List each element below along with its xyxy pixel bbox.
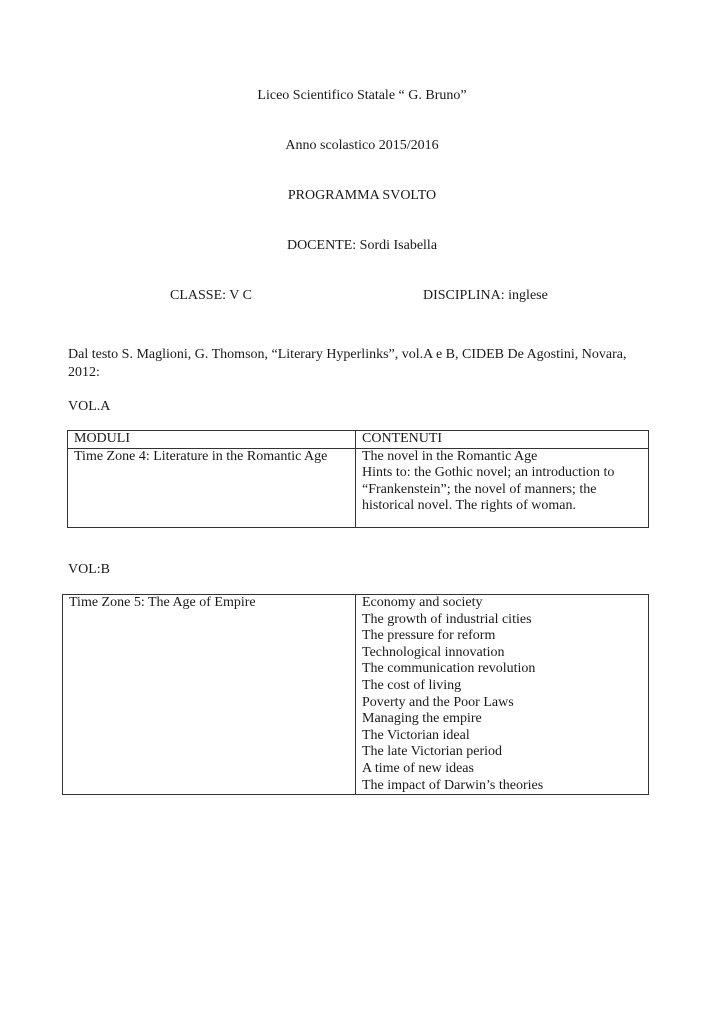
table-row [68,448,649,527]
content-line: The growth of industrial cities [362,611,532,627]
school-year: Anno scolastico 2015/2016 [285,138,439,153]
vol-b-table [62,594,649,795]
content-line: Economy and society [362,595,483,610]
table-row [63,595,649,795]
table-header-row [68,431,649,449]
content-line: Managing the empire [362,711,482,727]
contents-cell [356,448,649,527]
content-line: The cost of living [362,677,462,693]
vol-a-label: VOL.A [68,399,111,414]
contents-cell [356,595,649,795]
vol-a-table [67,430,649,528]
content-line: Hints to: the Gothic novel; an introduction to [362,465,615,481]
source-line-1: Dal testo S. Maglioni, G. Thomson, “Literary Hyperlinks”, vol.A e B, CIDEB De Agostini, Novara, [68,347,627,362]
header-moduli: MODULI [68,431,356,449]
content-line: “Frankenstein”; the novel of manners; the [362,481,597,497]
content-line: The late Victorian period [362,744,503,760]
header-contenuti: CONTENUTI [356,431,649,449]
content-line: The Victorian ideal [362,727,470,743]
content-line: The communication revolution [362,661,536,677]
content-line: The pressure for reform [362,628,496,644]
content-line: The impact of Darwin’s theories [362,777,544,793]
school-name: Liceo Scientifico Statale “ G. Bruno” [257,88,467,103]
subject-label: DISCIPLINA: inglese [423,288,548,303]
content-line: Poverty and the Poor Laws [362,694,514,710]
page-title: PROGRAMMA SVOLTO [287,188,437,203]
class-label: CLASSE: V C [170,288,252,303]
source-text [68,346,658,382]
content-line: Technological innovation [362,644,505,660]
module-cell: Time Zone 5: The Age of Empire [63,595,356,795]
content-line: A time of new ideas [362,760,474,776]
content-line: historical novel. The rights of woman. [362,498,576,514]
vol-b-label: VOL:B [68,562,110,577]
module-cell: Time Zone 4: Literature in the Romantic Age [68,448,356,527]
source-line-2: 2012: [68,365,100,380]
teacher-line: DOCENTE: Sordi Isabella [286,238,438,253]
content-line: The novel in the Romantic Age [362,448,538,464]
